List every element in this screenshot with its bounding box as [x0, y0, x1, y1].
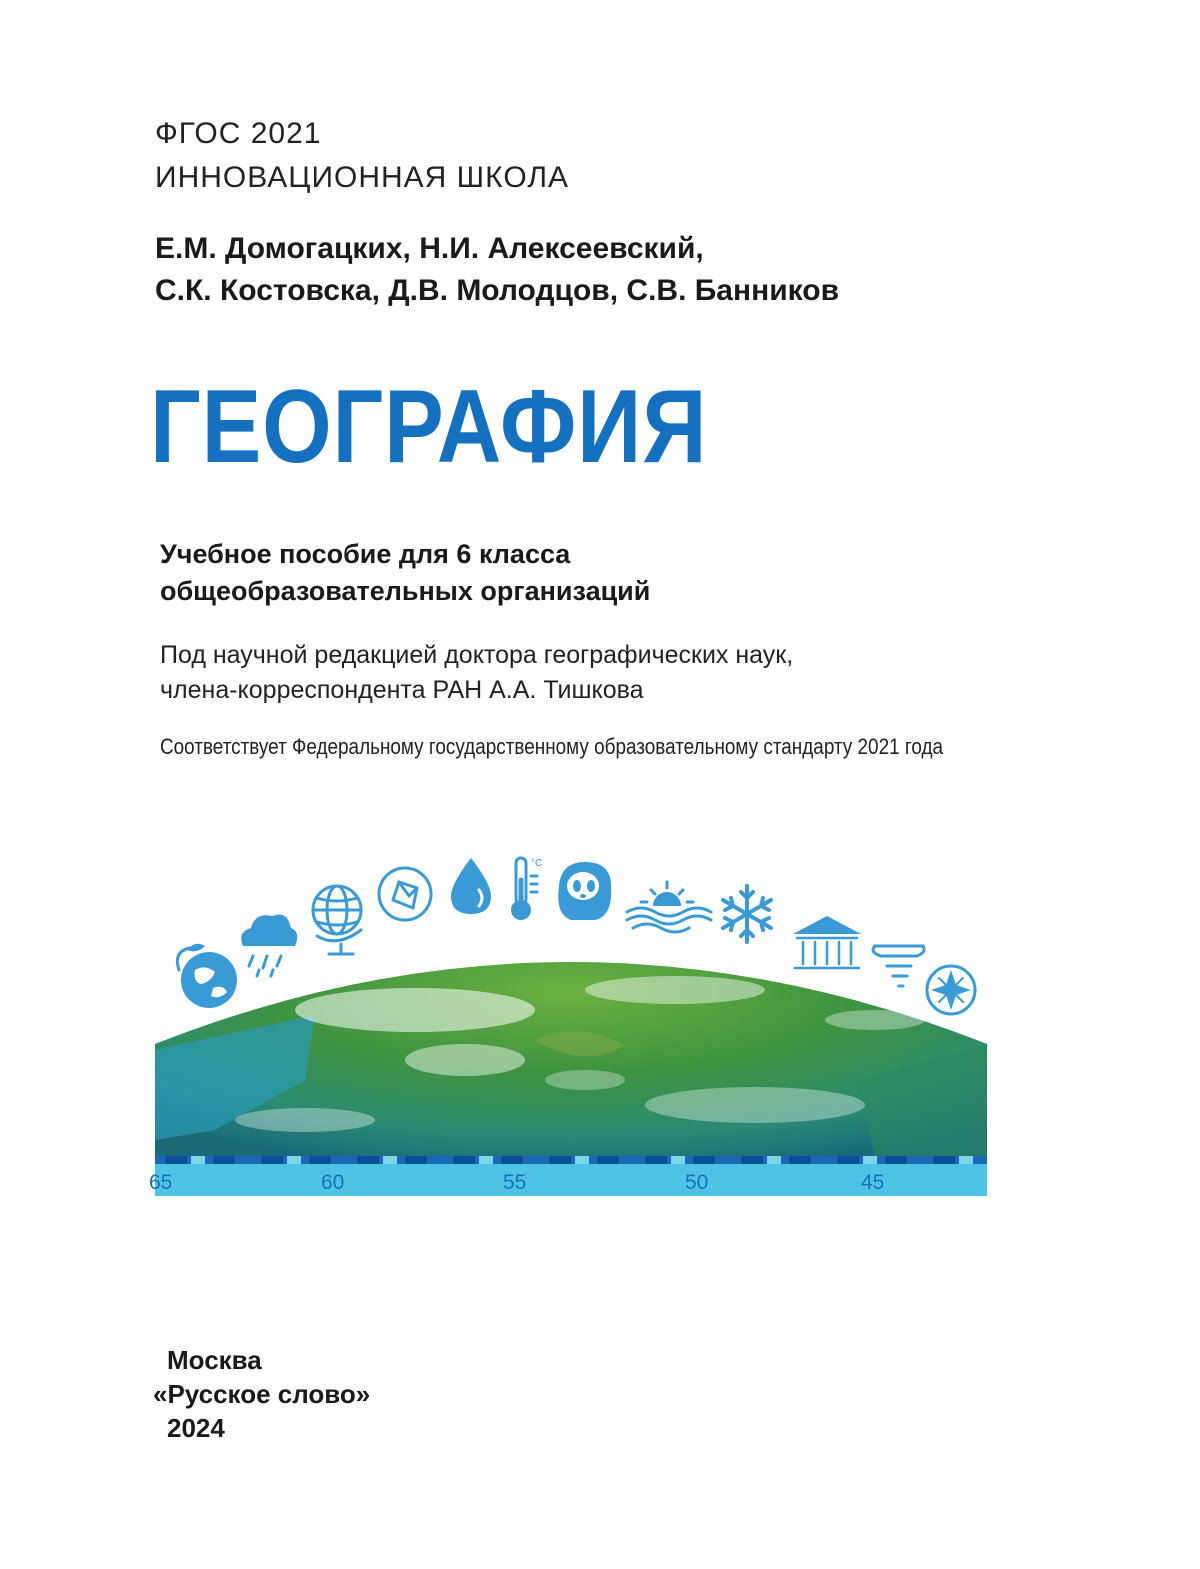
publication-year: 2024 — [167, 1413, 225, 1443]
publisher-info — [153, 1343, 371, 1445]
thermometer-icon — [511, 858, 542, 920]
scale-label-55: 55 — [503, 1171, 527, 1194]
globe-illustration — [149, 840, 987, 1196]
snowflake-icon — [723, 886, 771, 942]
rain-cloud-icon — [241, 915, 297, 977]
eco-globe-icon — [177, 944, 237, 1008]
authors-line-1: Е.М. Домогацких, Н.И. Алексеевский, — [155, 232, 704, 265]
scale-label-45: 45 — [861, 1171, 885, 1194]
editor-note — [160, 638, 793, 708]
unesco-temple-icon — [793, 916, 861, 968]
authors-line-2: С.К. Костовска, Д.В. Молодцов, С.В. Банников — [155, 274, 840, 307]
authors — [155, 228, 839, 312]
panda-icon — [558, 862, 611, 920]
editor-line-1: Под научной редакцией доктора географических наук, — [160, 641, 794, 669]
globe-grid-icon — [313, 886, 361, 954]
scale-label-60: 60 — [321, 1171, 345, 1194]
thermometer-unit: °C — [531, 858, 543, 869]
subtitle-line-1: Учебное пособие для 6 класса — [160, 539, 571, 569]
editor-line-2: члена-корреспондента РАН А.А. Тишкова — [160, 676, 644, 704]
book-subtitle — [160, 536, 650, 610]
subtitle-line-2: общеобразовательных организаций — [160, 576, 651, 606]
map-pin-icon — [379, 868, 431, 920]
series-info — [155, 112, 569, 200]
tornado-icon — [873, 946, 924, 986]
book-title: ГЕОГРАФИЯ — [150, 369, 708, 485]
series-standard: ФГОС 2021 — [155, 117, 322, 150]
publisher-name: «Русское слово» — [153, 1379, 371, 1409]
scale-label-65: 65 — [149, 1171, 173, 1194]
latitude-scale — [149, 1156, 987, 1196]
publisher-city: Москва — [167, 1345, 262, 1375]
cover-illustration — [149, 840, 987, 1196]
water-drop-icon — [451, 858, 491, 914]
scale-label-50: 50 — [685, 1171, 709, 1194]
compass-rose-icon — [927, 966, 975, 1014]
standard-compliance: Соответствует Федеральному государственному образовательному стандарту 2021 года — [160, 734, 944, 759]
series-name: ИННОВАЦИОННАЯ ШКОЛА — [155, 161, 570, 194]
sunrise-waves-icon — [627, 882, 711, 932]
